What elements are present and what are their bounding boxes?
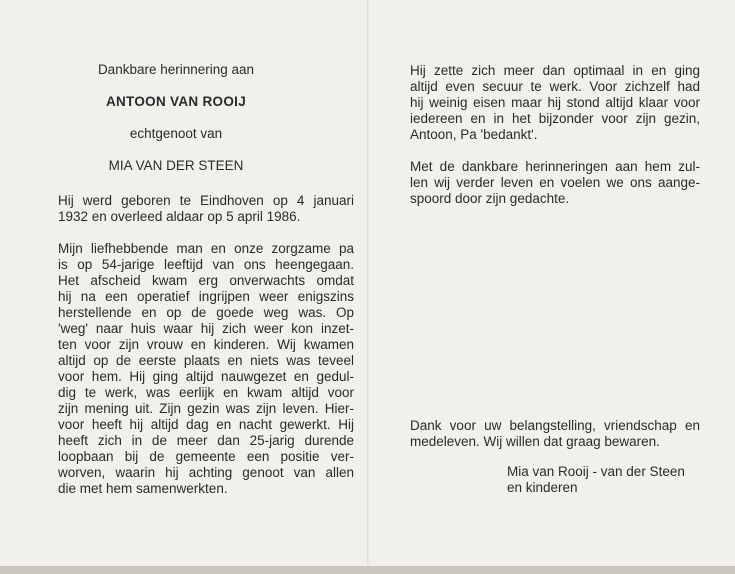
bio-line: die met hem samenwerkten. xyxy=(58,481,228,496)
spouse-name: MIA VAN DER STEEN xyxy=(108,158,244,173)
tribute-line: Antoon, Pa 'bedankt'. xyxy=(410,127,538,142)
tribute-line: iedereen en in het bijzonder voor zijn gezin, xyxy=(410,111,700,126)
bio-line: loopbaan bij de gemeente een positie ver- xyxy=(58,449,354,464)
memory-line: len wij verder leven en voelen we ons aange- xyxy=(410,175,700,190)
bio-line: dig te werk, was eerlijk en kwam altijd voor xyxy=(58,385,354,400)
birth-line: 1932 en overleed aldaar op 5 april 1986. xyxy=(58,209,301,224)
card-bottom-edge xyxy=(0,566,735,574)
bio-line: Het afscheid kwam erg onverwachts omdat xyxy=(58,273,354,288)
signature-line: en kinderen xyxy=(507,480,578,495)
header-text: Dankbare herinnering aan xyxy=(97,62,255,77)
bio-line: is op 54-jarige leeftijd van ons heengegaan. xyxy=(58,257,354,272)
bio-line: voor hem. Hij ging altijd nauwgezet en gedul- xyxy=(58,369,354,384)
thanks-line: medeleven. Wij willen dat graag bewaren. xyxy=(410,434,660,449)
memory-line: Met de dankbare herinneringen aan hem zul- xyxy=(410,159,700,174)
relation-text: echtgenoot van xyxy=(129,126,223,141)
deceased-name: ANTOON VAN ROOIJ xyxy=(105,94,247,109)
bio-line: herstellende en op de goede weg was. Op xyxy=(58,305,354,320)
left-page xyxy=(0,0,367,566)
bio-line: hij na een operatief ingrijpen weer enigszins xyxy=(58,289,354,304)
memory-line: spoord door zijn gedachte. xyxy=(410,191,570,206)
tribute-line: Hij zette zich meer dan optimaal in en ging xyxy=(410,63,700,78)
bio-line: Mijn liefhebbende man en onze zorgzame pa xyxy=(58,241,354,256)
signature-line: Mia van Rooij - van der Steen xyxy=(507,464,685,479)
right-page xyxy=(369,0,735,566)
bio-line: ten voor zijn vrouw en kinderen. Wij kwamen xyxy=(58,337,354,352)
bio-line: altijd op de eerste plaats en niets was teveel xyxy=(58,353,354,368)
bio-line: worven, waarin hij achting genoot van allen xyxy=(58,465,354,480)
bio-line: voor heeft hij altijd dag en nacht gewerkt. Hij xyxy=(58,417,354,432)
birth-line: Hij werd geboren te Eindhoven op 4 januari xyxy=(58,193,354,208)
thanks-line: Dank voor uw belangstelling, vriendschap en xyxy=(410,418,700,433)
bio-line: 'weg' naar huis waar hij zich weer kon inzet- xyxy=(58,321,354,336)
tribute-line: altijd even secuur te werk. Voor zichzelf had xyxy=(410,79,700,94)
tribute-line: hij weinig eisen maar hij stond altijd klaar voor xyxy=(410,95,700,110)
bio-line: heeft zich in de meer dan 25-jarig durende xyxy=(58,433,354,448)
bio-line: zijn mening uit. Zijn gezin was zijn leven. Hier- xyxy=(58,401,354,416)
